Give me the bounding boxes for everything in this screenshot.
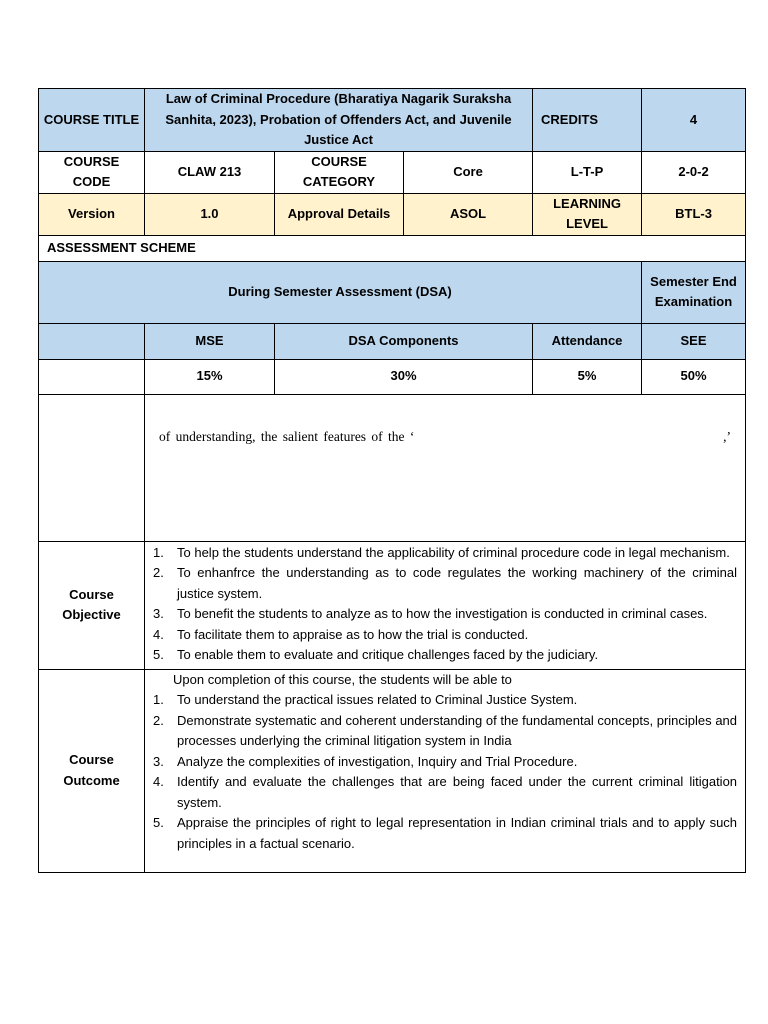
course-code-label: COURSE CODE xyxy=(39,151,145,193)
credits-value: 4 xyxy=(642,89,746,152)
code-row xyxy=(39,151,746,193)
outcome-item: 3. Analyze the complexities of investigation, Inquiry and Trial Procedure. xyxy=(153,753,578,769)
objective-list xyxy=(145,543,745,666)
course-category-label: COURSE CATEGORY xyxy=(275,151,404,193)
learning-level-label: LEARNING LEVEL xyxy=(533,193,642,235)
objective-item: 3. To benefit the students to analyze as to how the investigation is conducted in criminal cases. xyxy=(153,606,708,621)
outcome-item: 4. Identify and evaluate the challenges that are being faced under the current criminal litigation system. xyxy=(153,774,738,810)
course-category-value: Core xyxy=(404,151,533,193)
credits-label: CREDITS xyxy=(533,89,642,152)
objective-item: 2. To enhanfrce the understanding as to code regulates the working machinery of the criminal justice system. xyxy=(153,565,738,601)
course-title-label: COURSE TITLE xyxy=(39,89,145,152)
assessment-scheme-label: ASSESSMENT SCHEME xyxy=(39,235,746,261)
see-value: 50% xyxy=(642,359,746,394)
mse-value: 15% xyxy=(145,359,275,394)
outcome-intro: Upon completion of this course, the students will be able to xyxy=(173,671,512,687)
dsa-components-header: DSA Components xyxy=(275,323,533,359)
outcome-item: 5. Appraise the principles of right to legal representation in Indian criminal trials and to apply such principles in a factual scenario. xyxy=(153,815,738,851)
dsa-components-value: 30% xyxy=(275,359,533,394)
mse-header: MSE xyxy=(145,323,275,359)
ltp-value: 2-0-2 xyxy=(642,151,746,193)
outcome-item: 1. To understand the practical issues related to Criminal Justice System. xyxy=(153,692,578,707)
title-row xyxy=(39,89,746,152)
objective-item: 5. To enable them to evaluate and critique challenges faced by the judiciary. xyxy=(153,647,599,662)
empty-weight-cell xyxy=(39,359,145,394)
objective-item: 4. To facilitate them to appraise as to how the trial is conducted. xyxy=(153,626,529,642)
see-header: SEE xyxy=(642,323,746,359)
dsa-header-row xyxy=(39,261,746,323)
attendance-value: 5% xyxy=(533,359,642,394)
outcome-list xyxy=(145,690,745,854)
course-table xyxy=(38,88,746,873)
version-value: 1.0 xyxy=(145,193,275,235)
component-header-row xyxy=(39,323,746,359)
outcome-cell xyxy=(145,669,746,873)
outcome-label: Course Outcome xyxy=(39,669,145,873)
description-row xyxy=(39,394,746,541)
course-title-value: Law of Criminal Procedure (Bharatiya Nagarik Suraksha Sanhita, 2023), Probation of Offenders Act, and Juvenile Justice Act xyxy=(145,89,533,152)
version-row xyxy=(39,193,746,235)
attendance-header: Attendance xyxy=(533,323,642,359)
see-full-label: Semester End Examination xyxy=(642,261,746,323)
objective-cell xyxy=(145,541,746,669)
version-label: Version xyxy=(39,193,145,235)
empty-header-cell xyxy=(39,323,145,359)
approval-value: ASOL xyxy=(404,193,533,235)
course-code-value: CLAW 213 xyxy=(145,151,275,193)
outcome-row xyxy=(39,669,746,873)
dsa-label: During Semester Assessment (DSA) xyxy=(39,261,642,323)
description-text-start: of understanding, the salient features of the ‘ xyxy=(159,428,415,444)
description-cell xyxy=(145,394,746,541)
description-text-end: ,’ xyxy=(723,428,732,444)
objective-label: Course Objective xyxy=(39,541,145,669)
objective-item: 1. To help the students understand the applicability of criminal procedure code in legal mechanism. xyxy=(153,544,730,560)
outcome-item: 2. Demonstrate systematic and coherent understanding of the fundamental concepts, principles and processes underlying the criminal litigation system in India xyxy=(153,712,738,748)
ltp-label: L-T-P xyxy=(533,151,642,193)
weightage-row xyxy=(39,359,746,394)
learning-level-value: BTL-3 xyxy=(642,193,746,235)
assessment-scheme-row xyxy=(39,235,746,261)
objective-row xyxy=(39,541,746,669)
description-label-cell xyxy=(39,394,145,541)
approval-label: Approval Details xyxy=(275,193,404,235)
